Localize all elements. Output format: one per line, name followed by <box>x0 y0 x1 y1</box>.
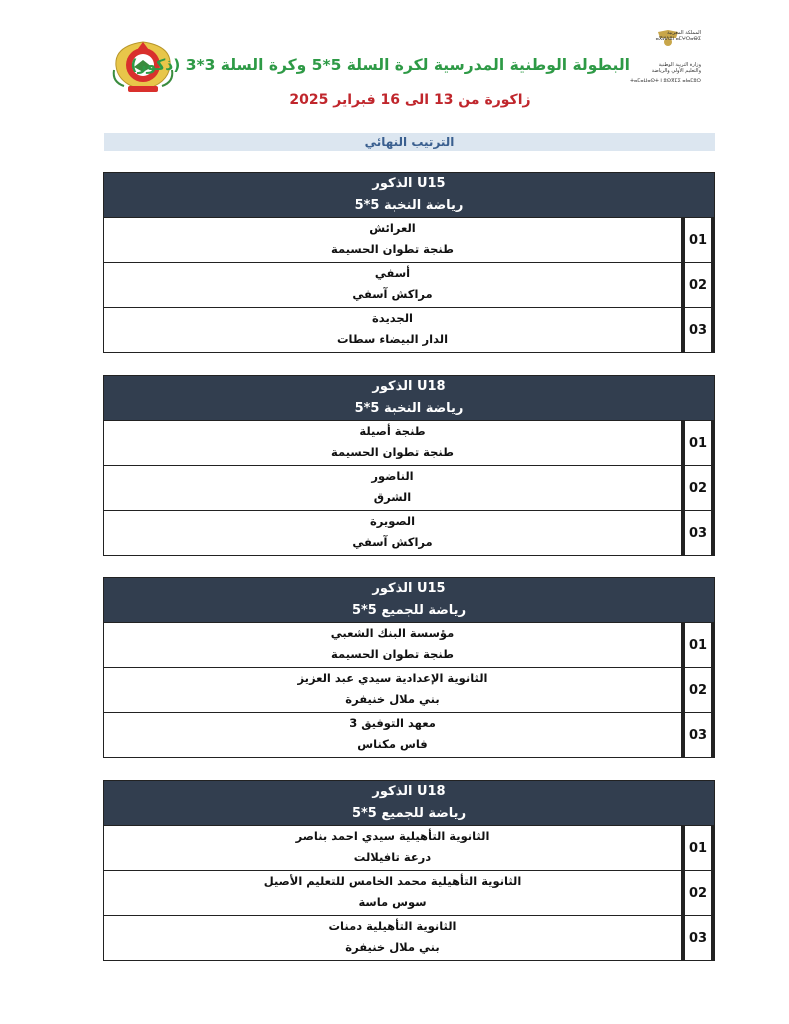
region-name: بني ملال خنيفرة <box>345 940 440 954</box>
rank-number: 02 <box>682 466 714 510</box>
table-row <box>103 218 715 263</box>
team-name: الجديدة <box>372 311 413 325</box>
rank-number: 01 <box>682 421 714 465</box>
rank-number: 03 <box>682 308 714 352</box>
final-ranking-heading: الترتيب النهائي <box>104 133 715 151</box>
region-name: الدار البيضاء سطات <box>336 332 449 346</box>
team-name: الثانوية التأهيلية دمنات <box>328 919 457 933</box>
team-name: الثانوية التأهيلية محمد الخامس للتعليم الأصيل <box>263 874 522 888</box>
ministry-line-1: المملكة المغربية <box>667 30 701 36</box>
rank-number: 03 <box>682 713 714 757</box>
team-name: طنجة أصيلة <box>359 424 426 438</box>
discipline-label: رياضة النخبة 5*5 <box>354 401 464 416</box>
rank-number: 02 <box>682 668 714 712</box>
table-row <box>103 826 715 871</box>
team-name: الثانوية التأهيلية سيدي احمد بناصر <box>295 829 490 843</box>
team-name: أسفي <box>374 266 411 280</box>
rank-number: 01 <box>682 826 714 870</box>
region-name: طنجة تطوان الحسيمة <box>331 242 454 256</box>
team-name: مؤسسة البنك الشعبي <box>330 626 455 640</box>
region-name: سوس ماسة <box>358 895 427 909</box>
table-row <box>103 713 715 758</box>
rank-number: 02 <box>682 871 714 915</box>
region-name: بني ملال خنيفرة <box>345 692 440 706</box>
team-name: العرائش <box>369 221 416 235</box>
document-header <box>0 0 789 130</box>
ranking-block-u18-sport-for-all <box>103 780 715 961</box>
discipline-label: رياضة للجميع 5*5 <box>351 806 467 821</box>
region-name: طنجة تطوان الحسيمة <box>331 647 454 661</box>
region-name: مراكش آسفي <box>352 287 433 301</box>
team-name: الصويرة <box>369 514 416 528</box>
table-row <box>103 623 715 668</box>
table-row <box>103 668 715 713</box>
category-label: U18 الذكور <box>372 784 446 799</box>
table-row <box>103 421 715 466</box>
region-name: الشرق <box>373 490 412 504</box>
category-label: U15 الذكور <box>372 581 446 596</box>
discipline-label: رياضة النخبة 5*5 <box>354 198 464 213</box>
table-row <box>103 263 715 308</box>
event-dates: زاكورة من 13 الى 16 فبراير 2025 <box>289 92 531 108</box>
team-name: معهد التوفيق 3 <box>349 716 436 730</box>
ranking-block-u15-sport-for-all <box>103 577 715 758</box>
table-row <box>103 871 715 916</box>
ministry-line-4: والتعليم الأولي والرياضة <box>651 68 701 74</box>
region-name: مراكش آسفي <box>352 535 433 549</box>
category-label: U18 الذكور <box>372 379 446 394</box>
block-header <box>103 375 715 421</box>
team-name: الناضور <box>371 469 414 483</box>
table-row <box>103 511 715 556</box>
ranking-block-u18-elite <box>103 375 715 556</box>
rank-number: 02 <box>682 263 714 307</box>
block-header <box>103 780 715 826</box>
ministry-line-3: وزارة التربية الوطنية <box>658 62 701 68</box>
rank-number: 03 <box>682 511 714 555</box>
table-row <box>103 466 715 511</box>
region-name: طنجة تطوان الحسيمة <box>331 445 454 459</box>
block-header <box>103 577 715 623</box>
rank-number: 03 <box>682 916 714 960</box>
discipline-label: رياضة للجميع 5*5 <box>351 603 467 618</box>
team-name: الثانوية الإعدادية سيدي عبد العزيز <box>297 671 488 685</box>
ranking-block-u15-elite <box>103 172 715 353</box>
region-name: فاس مكناس <box>357 737 428 751</box>
category-label: U15 الذكور <box>372 176 446 191</box>
rank-number: 01 <box>682 623 714 667</box>
ministry-line-2: ⴰⴳⵍⴷⵓⵏ ⴰⵎⵖⵔⴰⴱⵉ <box>655 36 701 42</box>
page-title: البطولة الوطنية المدرسية لكرة السلة 5*5 وكرة السلة 3*3 (ذكور) <box>130 56 630 74</box>
region-name: درعة تافيلالت <box>353 850 432 864</box>
block-header <box>103 172 715 218</box>
table-row <box>103 308 715 353</box>
ministry-line-5: ⵜⴰⵎⴰⵡⴰⵙⵜ ⵏ ⵓⵙⴳⵎⵉ ⴰⵏⴰⵎⵓⵔ <box>630 78 701 84</box>
table-row <box>103 916 715 961</box>
rank-number: 01 <box>682 218 714 262</box>
